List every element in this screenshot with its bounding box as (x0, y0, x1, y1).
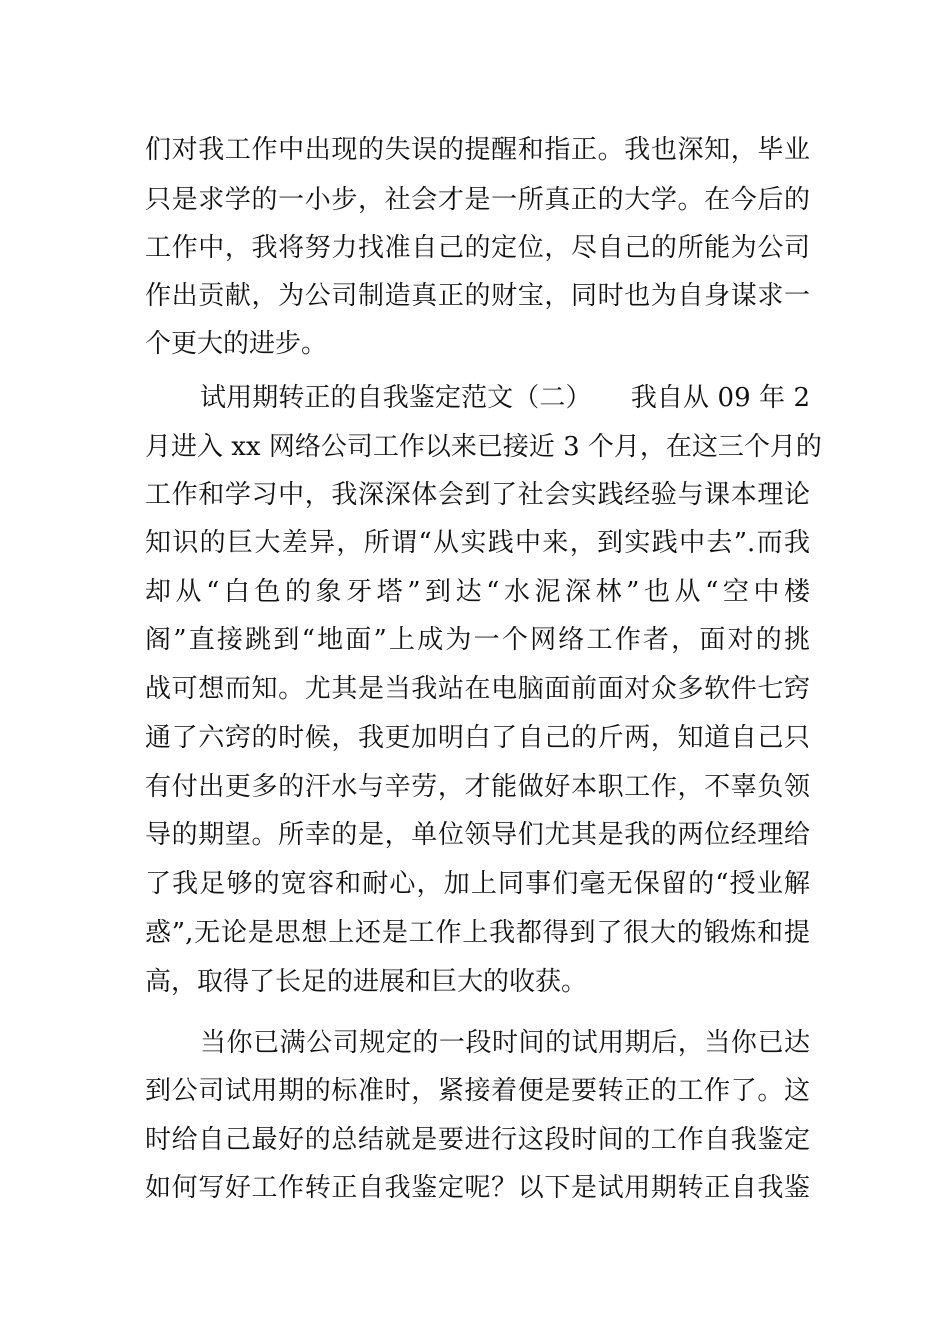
text-line: 知识的巨大差异，所谓“从实践中来，到实践中去”.而我 (145, 528, 810, 558)
text-line: 通了六窍的时候，我更加明白了自己的斤两，知道自己只 (145, 723, 810, 753)
text-line: 了我足够的宽容和耐心，加上同事们毫无保留的“授业解 (145, 869, 810, 899)
text-line: 只是求学的一小步，社会才是一所真正的大学。在今后的 (145, 185, 810, 215)
text-line: 到公司试用期的标准时，紧接着便是要转正的工作了。这 (145, 1076, 810, 1106)
text-line: 却从“白色的象牙塔”到达“水泥深林”也从“空中楼 (145, 577, 810, 607)
section-heading-line: 试用期转正的自我鉴定范文（二） 我自从 09 年 2 (200, 383, 810, 413)
text-line: 月进入 xx 网络公司工作以来已接近 3 个月，在这三个月的 (145, 432, 822, 462)
text-line: 时给自己最好的总结就是要进行这段时间的工作自我鉴定 (145, 1125, 810, 1155)
text-line: 们对我工作中出现的失误的提醒和指正。我也深知，毕业 (145, 135, 810, 165)
text-line: 阁”直接跳到“地面”上成为一个网络工作者，面对的挑 (145, 625, 810, 655)
text-line: 个更大的进步。 (145, 329, 328, 359)
text-line: 工作和学习中，我深深体会到了社会实践经验与课本理论 (145, 480, 810, 510)
text-line: 导的期望。所幸的是，单位领导们尤其是我的两位经理给 (145, 820, 810, 850)
text-line: 工作中，我将努力找准自己的定位，尽自己的所能为公司 (145, 233, 810, 263)
text-line: 高，取得了长足的进展和巨大的收获。 (145, 967, 588, 997)
text-line: 战可想而知。尤其是当我站在电脑面前面对众多软件七窍 (145, 674, 810, 704)
text-line: 惑”,无论是思想上还是工作上我都得到了很大的锻炼和提 (145, 918, 810, 948)
text-line: 作出贡献，为公司制造真正的财宝，同时也为自身谋求一 (145, 281, 810, 311)
text-line: 有付出更多的汗水与辛劳，才能做好本职工作，不辜负领 (145, 772, 810, 802)
text-line: 如何写好工作转正自我鉴定呢？以下是试用期转正自我鉴 (145, 1173, 810, 1203)
text-line: 当你已满公司规定的一段时间的试用期后，当你已达 (200, 1028, 810, 1058)
